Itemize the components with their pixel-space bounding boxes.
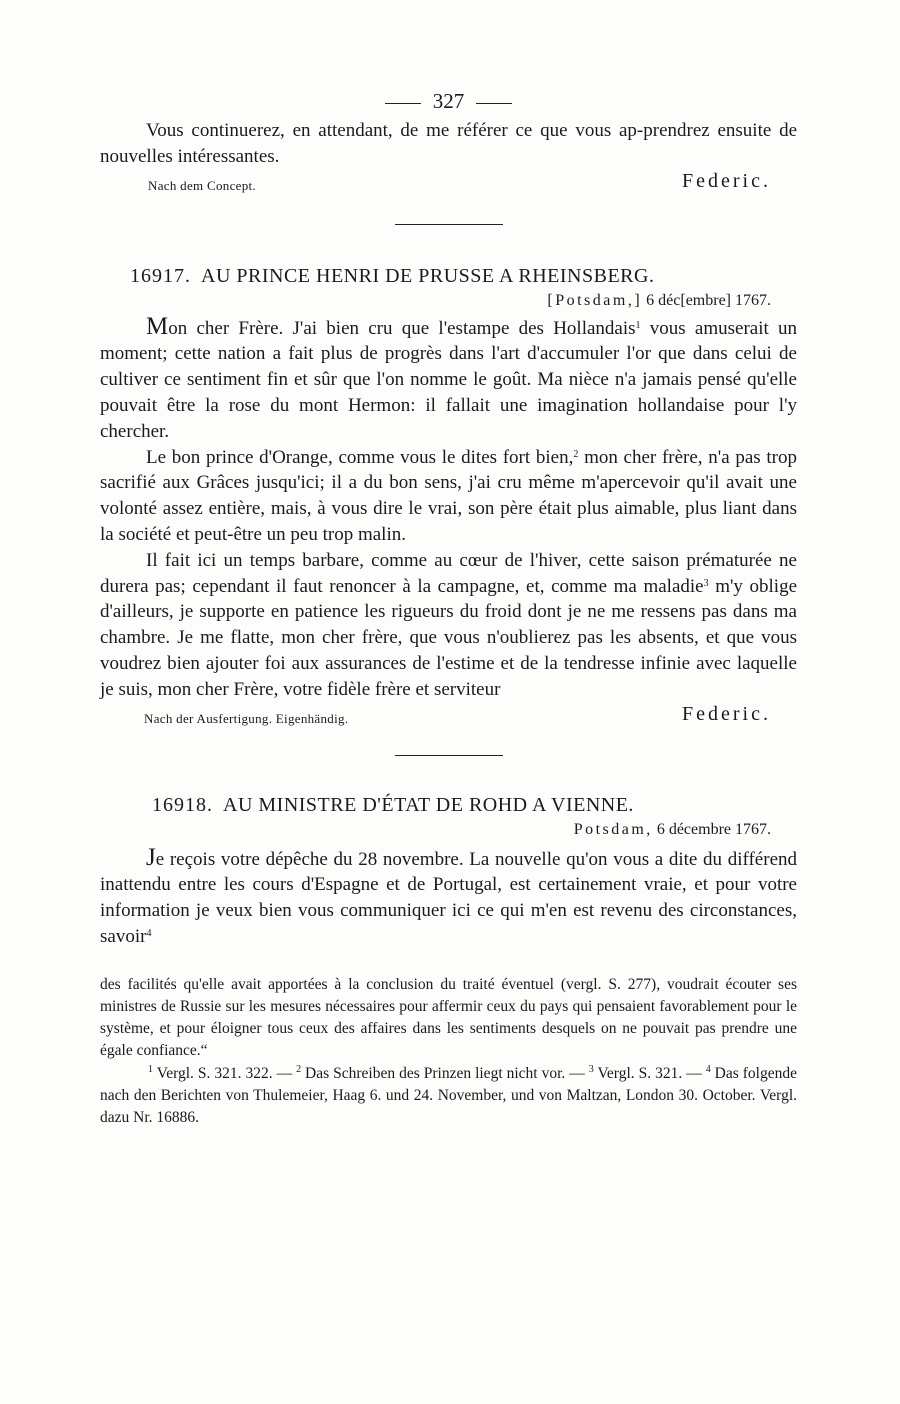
footnote-1: Vergl. S. 321. 322. — — [156, 1064, 293, 1082]
letter-16917-greeting: on cher Frère. — [168, 317, 284, 339]
letter-16917-paragraph-2 — [100, 445, 797, 548]
opening-block — [100, 118, 797, 170]
book-page — [100, 86, 797, 1129]
footnote-4-mark: 4 — [705, 1063, 711, 1075]
footnote-4: Das folgende nach den Berichten von Thulemeier, Haag 6. und 24. November, und von Maltzan, London 30. October. Vergl. dazu Nr. 16886. — [100, 1064, 797, 1126]
footnote-2: Das Schreiben des Prinzen liegt nicht vor. — — [305, 1064, 585, 1082]
letter-16917-number: 16917. — [130, 264, 191, 287]
footnote-1-mark: 1 — [148, 1063, 153, 1075]
footnote-marker-3: 3 — [703, 577, 709, 589]
letter-16918-body — [100, 845, 797, 950]
footnote-2-mark: 2 — [296, 1063, 302, 1075]
letter-16918-dateline — [100, 821, 797, 839]
letter-16917-heading — [100, 265, 797, 288]
letter-16918-heading — [100, 794, 797, 817]
footnote-line — [100, 1063, 797, 1130]
page-number-line — [100, 86, 797, 116]
footnote-3-mark: 3 — [588, 1063, 594, 1075]
opening-signature-line — [100, 169, 797, 198]
letter-16917-p2-text-a: Le bon prince d'Orange, comme vous le dites fort bien, — [146, 446, 574, 468]
letter-16917-dropcap: M — [146, 312, 169, 340]
page-number: 327 — [432, 89, 465, 113]
letter-16918-number: 16918. — [152, 793, 213, 816]
letter-16917-signature-line — [100, 702, 797, 731]
page-number-dash-left — [385, 103, 421, 104]
letter-16917-body — [100, 314, 797, 703]
letter-16917-dateline — [100, 292, 797, 310]
page-number-dash-right — [476, 103, 512, 104]
letter-16918-title: AU MINISTRE D'ÉTAT DE ROHD A VIENNE. — [223, 793, 634, 816]
footnote-marker-4: 4 — [146, 927, 152, 939]
footnotes-block — [100, 974, 797, 1129]
letter-16918-place: Potsdam, — [573, 820, 653, 838]
letter-16917-p3-text-a: Il fait ici un temps barbare, comme au cœur de l'hiver, cette saison prématurée ne durera pas; cependant il faut renoncer à la campagne, et, comme ma maladie — [100, 549, 797, 597]
letter-16917-p2-text-b: mon cher frère, n'a pas trop sacrifié aux Grâces jusqu'ici; il a du bon sens, j'ai cru même m'apercevoir qu'il avait une volonté assez entière, mais, à vous dire le vrai, son père était plus aimable, plus liant dans la société et peut-être un peu trop malin. — [100, 446, 797, 545]
opening-paragraph: Vous continuerez, en attendant, de me référer ce que vous ap-prendrez ensuite de nouvelles intéressantes. — [100, 120, 797, 167]
letter-16917-p3-text-b: m'y oblige d'ailleurs, je supporte en patience les rigueurs du froid dont je ne me ressens pas dans ma chambre. Je me flatte, mon cher frère, que vous n'oublierez pas les absents, et que vous voudrez bien ajouter foi aux assurances de l'estime et de la tendresse infinie avec laquelle je suis, mon cher Frère, votre fidèle frère et serviteur — [100, 575, 798, 700]
footnote-continuation: des facilités qu'elle avait apportées à la conclusion du traité éventuel (vergl. S. 277), voudrait écouter ses ministres de Russie sur les mesures nécessaires pour affermir ceux du pays qui pensaient favorablement pour le système, et pour éloigner tous ceux des affaires dans les sentiments desquels on ne pouvait pas prendre une égale confiance.“ — [100, 975, 797, 1060]
letter-16918-paragraph-1 — [100, 845, 797, 950]
letter-16918-date: 6 décembre 1767. — [656, 820, 771, 838]
letter-16917-source-note: Nach der Ausfertigung. Eigenhändig. — [144, 710, 349, 726]
opening-source-note: Nach dem Concept. — [148, 177, 256, 193]
letter-16917-date: 6 déc[embre] 1767. — [646, 291, 771, 309]
letter-16917-paragraph-3 — [100, 548, 797, 703]
letter-16917-signature: Federic. — [682, 702, 771, 725]
footnote-marker-1: 1 — [635, 319, 641, 331]
footnote-3: Vergl. S. 321. — — [597, 1064, 702, 1082]
footnote-marker-2: 2 — [573, 448, 579, 460]
opening-signature: Federic. — [682, 169, 771, 192]
letter-16917-p1-text-a: J'ai bien cru que l'estampe des Hollandais — [292, 317, 636, 339]
letter-16917-paragraph-1 — [100, 314, 797, 445]
letter-16918-p1-text: e reçois votre dépêche du 28 novembre. La nouvelle qu'on vous a dite du différend inattendu entre les cours d'Espagne et de Portugal, est certainement vraie, et pour votre information je veux bien vous communiquer ici ce qui m'en est revenu des circonstances, savoir — [100, 848, 797, 947]
letter-16917-place: [Potsdam,] — [547, 291, 643, 309]
letter-16917-title: AU PRINCE HENRI DE PRUSSE A RHEINSBERG. — [201, 264, 655, 287]
letter-16917-p1-text-b: vous amuserait un moment; cette nation a fait plus de progrès dans l'art d'accumuler l'or que dans celui de cultiver ce sentiment fin et sûr que l'on nomme le goût. Ma nièce n'a jamais pensé qu'elle pouvait être la rose du mont Hermon: il fallait une imagination hollandaise pour l'y chercher. — [100, 317, 798, 442]
letter-16918-dropcap: J — [146, 843, 156, 871]
